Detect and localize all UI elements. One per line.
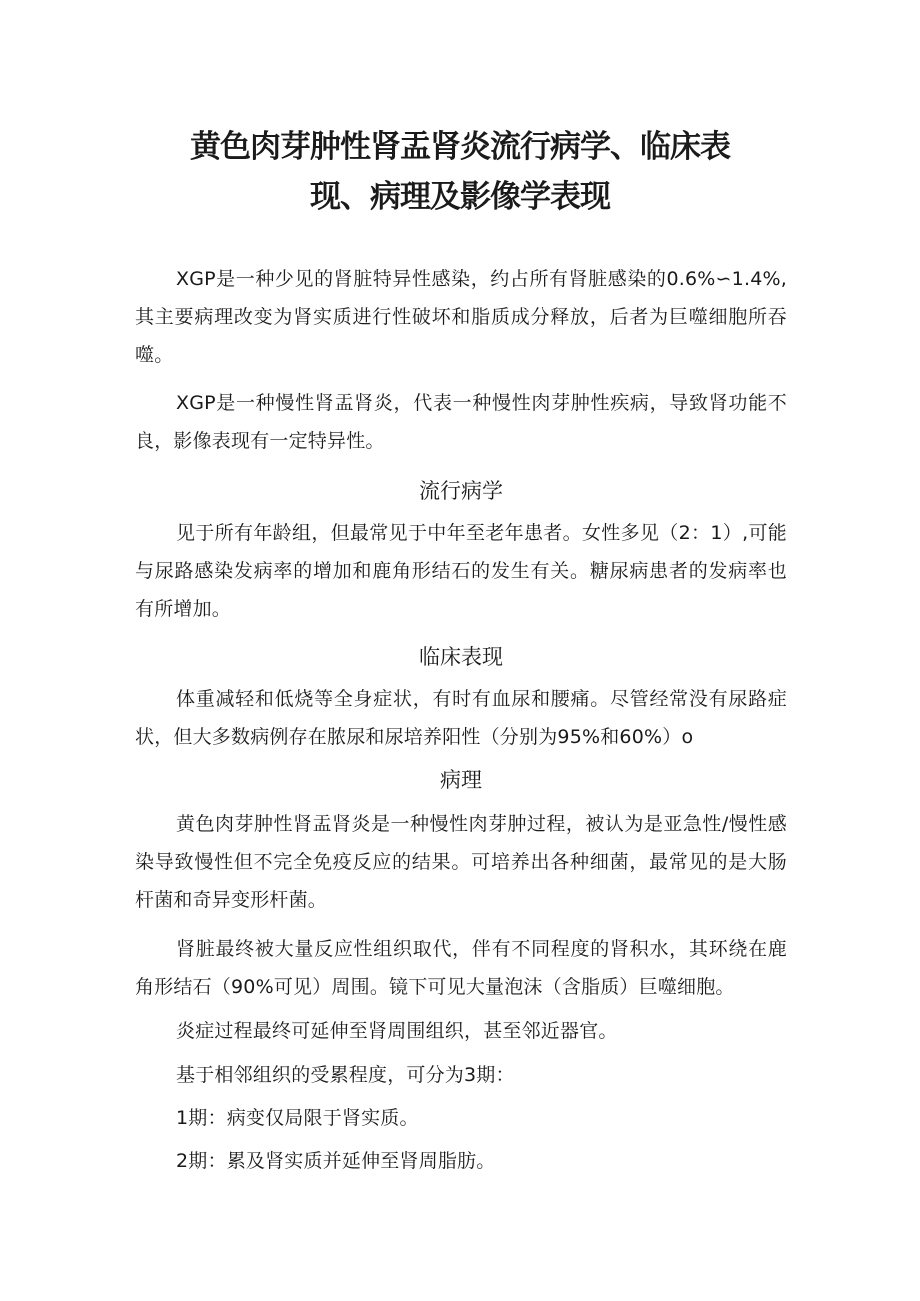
document-title: [100, 122, 820, 222]
intro-paragraph-2: XGP是一种慢性肾盂肾炎，代表一种慢性肉芽肿性疾病，导致肾功能不良，影像表现有一定特异性。: [135, 392, 787, 452]
section-heading-pathology: 病理: [440, 768, 482, 792]
clinical-paragraph: 体重减轻和低烧等全身症状，有时有血尿和腰痛。尽管经常没有尿路症状，但大多数病例存在脓尿和尿培养阳性（分别为95%和60%）o: [135, 688, 787, 748]
title-line-1: 黄色肉芽肿性肾盂肾炎流行病学、临床表: [190, 129, 730, 165]
pathology-paragraph-1: 黄色肉芽肿性肾盂肾炎是一种慢性肉芽肿过程，被认为是亚急性/慢性感染导致慢性但不完全免疫反应的结果。可培养出各种细菌，最常见的是大肠杆菌和奇异变形杆菌。: [135, 813, 787, 911]
stage-2-item: 2期：累及肾实质并延伸至肾周脂肪。: [176, 1150, 496, 1172]
epidemiology-paragraph: 见于所有年龄组，但最常见于中年至老年患者。女性多见（2：1）,可能与尿路感染发病率的增加和鹿角形结石的发生有关。糖尿病患者的发病率也有所增加。: [135, 522, 787, 620]
section-heading-epidemiology: 流行病学: [419, 479, 503, 503]
title-line-2: 现、病理及影像学表现: [310, 179, 610, 215]
intro-paragraph-1: XGP是一种少见的肾脏特异性感染，约占所有肾脏感染的0.6%∽1.4%,其主要病理改变为肾实质进行性破坏和脂质成分释放，后者为巨噬细胞所吞噬。: [135, 268, 787, 366]
pathology-paragraph-3: 炎症过程最终可延伸至肾周围组织，甚至邻近器官。: [176, 1020, 618, 1042]
pathology-paragraph-2: 肾脏最终被大量反应性组织取代，伴有不同程度的肾积水，其环绕在鹿角形结石（90%可见）周围。镜下可见大量泡沫（含脂质）巨噬细胞。: [135, 938, 787, 998]
stage-1-item: 1期：病变仅局限于肾实质。: [176, 1107, 419, 1129]
section-heading-clinical: 临床表现: [419, 645, 503, 669]
pathology-paragraph-4: 基于相邻组织的受累程度，可分为3期：: [176, 1064, 515, 1086]
